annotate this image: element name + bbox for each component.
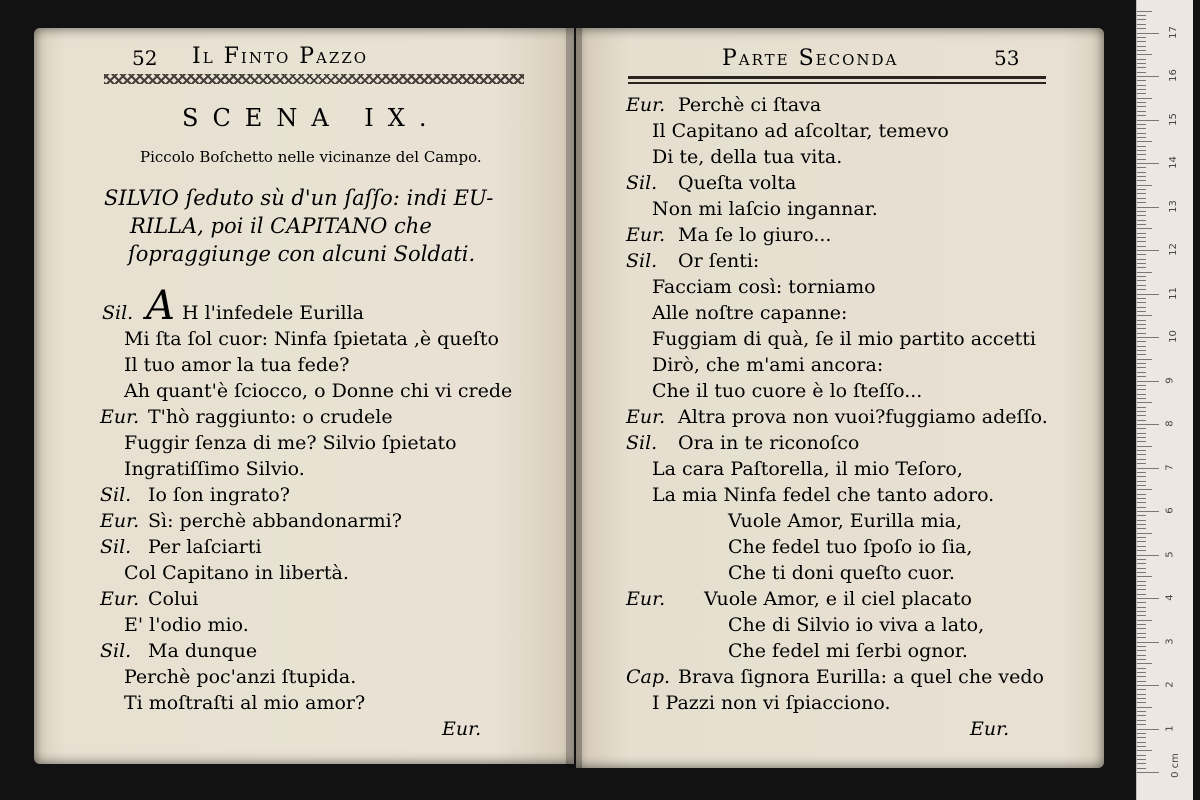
stage-direction-1: SILVIO ſeduto sù d'un ſaſſo: indi EU- — [104, 186, 494, 210]
drop-cap: A — [146, 283, 175, 329]
ruler-tick — [1137, 172, 1146, 173]
ruler-tick — [1137, 228, 1152, 229]
ruler-tick — [1137, 668, 1146, 669]
ruler-tick — [1137, 628, 1146, 629]
dialogue-line: Alle noſtre capanne: — [652, 302, 848, 324]
ruler-tick — [1137, 294, 1159, 295]
ruler-tick — [1137, 468, 1159, 469]
ruler-tick — [1137, 67, 1146, 68]
speaker-label: Sil. — [100, 536, 132, 558]
ruler-tick — [1137, 363, 1146, 364]
ruler-tick — [1137, 354, 1146, 355]
ruler-tick — [1137, 768, 1146, 769]
ruler-tick — [1137, 507, 1146, 508]
ruler-tick — [1137, 237, 1146, 238]
measuring-ruler — [1136, 0, 1193, 800]
ruler-unit-label: 0 cm — [1169, 753, 1181, 778]
left-header-ornament — [104, 74, 524, 84]
ruler-tick — [1137, 389, 1146, 390]
dialogue-line: I Pazzi non vi ſpiacciono. — [652, 692, 891, 714]
ruler-tick — [1137, 555, 1159, 556]
ruler-tick — [1137, 602, 1146, 603]
ruler-tick — [1137, 407, 1146, 408]
ruler-tick — [1137, 324, 1146, 325]
ruler-tick — [1137, 346, 1146, 347]
ruler-tick — [1137, 146, 1146, 147]
dialogue-line: Col Capitano in libertà. — [124, 562, 349, 584]
ruler-number: 16 — [1167, 69, 1179, 82]
ruler-tick — [1137, 646, 1146, 647]
speaker-label: Eur. — [100, 588, 140, 610]
ruler-tick — [1137, 359, 1152, 360]
ruler-tick — [1137, 367, 1146, 368]
dialogue-line: Dirò, che m'ami ancora: — [652, 354, 884, 376]
ruler-tick — [1137, 476, 1146, 477]
dialogue-line: H l'infedele Eurilla — [182, 302, 365, 324]
ruler-tick — [1137, 624, 1146, 625]
ruler-tick — [1137, 659, 1146, 660]
ruler-tick — [1137, 180, 1146, 181]
dialogue-line: Brava ſignora Eurilla: a quel che vedo — [678, 666, 1044, 688]
ruler-number: 8 — [1164, 420, 1176, 427]
ruler-tick — [1137, 533, 1152, 534]
ruler-tick — [1137, 598, 1159, 599]
dialogue-line: Colui — [148, 588, 199, 610]
ruler-tick — [1137, 250, 1159, 251]
ruler-tick — [1137, 376, 1146, 377]
ruler-number: 5 — [1164, 550, 1176, 558]
ruler-tick — [1137, 546, 1146, 547]
ruler-tick — [1137, 163, 1159, 164]
speaker-label: Sil. — [626, 432, 658, 454]
ruler-tick — [1137, 128, 1146, 129]
ruler-tick — [1137, 707, 1152, 708]
ruler-tick — [1137, 19, 1146, 20]
ruler-tick — [1137, 655, 1146, 656]
ruler-tick — [1137, 115, 1146, 116]
dialogue-line: La cara Paſtorella, il mio Teſoro, — [652, 458, 963, 480]
ruler-tick — [1137, 102, 1146, 103]
ruler-tick — [1137, 307, 1146, 308]
ruler-tick — [1137, 93, 1146, 94]
dialogue-line: Che fedel tuo ſpoſo io ſia, — [728, 536, 973, 558]
ruler-number: 3 — [1164, 637, 1176, 645]
speaker-label: Eur. — [626, 224, 666, 246]
ruler-tick — [1137, 689, 1146, 690]
ruler-tick — [1137, 137, 1146, 138]
speaker-label: Sil. — [102, 302, 134, 324]
ruler-tick — [1137, 350, 1146, 351]
ruler-tick — [1137, 341, 1146, 342]
ruler-tick — [1137, 772, 1159, 773]
ruler-tick — [1137, 276, 1146, 277]
ruler-tick — [1137, 198, 1146, 199]
ruler-tick — [1137, 167, 1146, 168]
left-catchword: Eur. — [442, 718, 482, 740]
ruler-number: 2 — [1164, 681, 1176, 688]
dialogue-line: Perchè ci ſtava — [678, 94, 822, 116]
speaker-label: Sil. — [100, 484, 132, 506]
ruler-tick — [1137, 37, 1146, 38]
ruler-tick — [1137, 454, 1146, 455]
dialogue-line: Che fedel mi ſerbi ognor. — [728, 640, 968, 662]
ruler-tick — [1137, 159, 1146, 160]
ruler-tick — [1137, 24, 1146, 25]
ruler-tick — [1137, 437, 1146, 438]
ruler-tick — [1137, 472, 1146, 473]
speaker-label: Eur. — [626, 588, 666, 610]
ruler-tick — [1137, 502, 1146, 503]
dialogue-line: Ora in te riconoſco — [678, 432, 860, 454]
ruler-tick — [1137, 50, 1146, 51]
ruler-tick — [1137, 289, 1146, 290]
ruler-tick — [1137, 420, 1146, 421]
dialogue-line: Mi ſta ſol cuor: Ninfa ſpietata ,è queſto — [124, 328, 499, 350]
ruler-number: 17 — [1167, 25, 1179, 39]
ruler-tick — [1137, 63, 1146, 64]
ruler-tick — [1137, 746, 1146, 747]
stage-direction-3: ſopraggiunge con alcuni Soldati. — [128, 242, 476, 266]
ruler-tick — [1137, 224, 1146, 225]
dialogue-line: Fuggir ſenza di me? Silvio ſpietato — [124, 432, 457, 454]
ruler-number: 6 — [1164, 507, 1176, 514]
ruler-tick — [1137, 98, 1152, 99]
ruler-tick — [1137, 311, 1146, 312]
ruler-tick — [1137, 485, 1146, 486]
ruler-tick — [1137, 120, 1159, 121]
ruler-tick — [1137, 337, 1159, 338]
ruler-tick — [1137, 207, 1159, 208]
ruler-tick — [1137, 433, 1146, 434]
ruler-tick — [1137, 193, 1146, 194]
ruler-tick — [1137, 124, 1146, 125]
ruler-tick — [1137, 202, 1146, 203]
ruler-tick — [1137, 520, 1146, 521]
ruler-tick — [1137, 54, 1152, 55]
ruler-tick — [1137, 589, 1146, 590]
ruler-number: 15 — [1167, 112, 1179, 126]
right-catchword: Eur. — [970, 718, 1010, 740]
ruler-tick — [1137, 528, 1146, 529]
ruler-number: 9 — [1164, 376, 1176, 384]
ruler-tick — [1137, 59, 1146, 60]
dialogue-line: Ti moſtraſti al mio amor? — [124, 692, 366, 714]
dialogue-line: Che di Silvio io viva a lato, — [728, 614, 985, 636]
ruler-tick — [1137, 154, 1146, 155]
dialogue-line: Il Capitano ad aſcoltar, temevo — [652, 120, 949, 142]
ruler-tick — [1137, 720, 1146, 721]
ruler-tick — [1137, 663, 1152, 664]
ruler-tick — [1137, 763, 1146, 764]
ruler-tick — [1137, 215, 1146, 216]
ruler-tick — [1137, 80, 1146, 81]
ruler-tick — [1137, 594, 1146, 595]
ruler-tick — [1137, 428, 1146, 429]
dialogue-line: Che ti doni queſto cuor. — [728, 562, 955, 584]
ruler-tick — [1137, 398, 1146, 399]
dialogue-line: Di te, della tua vita. — [652, 146, 843, 168]
dialogue-line: Fuggiam di quà, ſe il mio partito accetti — [652, 328, 1036, 350]
dialogue-line: Il tuo amor la tua fede? — [124, 354, 350, 376]
ruler-tick — [1137, 715, 1146, 716]
ruler-number: 10 — [1167, 330, 1179, 343]
ruler-tick — [1137, 133, 1146, 134]
ruler-tick — [1137, 315, 1152, 316]
dialogue-line: Vuole Amor, e il ciel placato — [704, 588, 972, 610]
ruler-tick — [1137, 615, 1146, 616]
ruler-tick — [1137, 446, 1152, 447]
dialogue-line: Vuole Amor, Eurilla mia, — [728, 510, 963, 532]
ruler-tick — [1137, 515, 1146, 516]
dialogue-line: Ma dunque — [148, 640, 258, 662]
ruler-tick — [1137, 233, 1146, 234]
ruler-tick — [1137, 607, 1146, 608]
ruler-tick — [1137, 41, 1146, 42]
ruler-tick — [1137, 450, 1146, 451]
dialogue-line: Per laſciarti — [148, 536, 262, 558]
ruler-tick — [1137, 259, 1146, 260]
ruler-tick — [1137, 698, 1146, 699]
right-page-number: 53 — [994, 46, 1020, 70]
speaker-label: Eur. — [626, 94, 666, 116]
ruler-tick — [1137, 111, 1146, 112]
ruler-tick — [1137, 185, 1152, 186]
ruler-tick — [1137, 759, 1146, 760]
dialogue-line: Queſta volta — [678, 172, 797, 194]
ruler-tick — [1137, 141, 1152, 142]
ruler-tick — [1137, 524, 1146, 525]
ruler-tick — [1137, 498, 1146, 499]
ruler-tick — [1137, 611, 1146, 612]
ruler-tick — [1137, 550, 1146, 551]
ruler-tick — [1137, 89, 1146, 90]
dialogue-line: T'hò raggiunto: o crudele — [148, 406, 393, 428]
dialogue-line: Che il tuo cuore è lo ſteſſo... — [652, 380, 923, 402]
ruler-tick — [1137, 585, 1146, 586]
dialogue-line: La mia Ninfa fedel che tanto adoro. — [652, 484, 995, 506]
ruler-tick — [1137, 685, 1159, 686]
ruler-tick — [1137, 681, 1146, 682]
ruler-tick — [1137, 320, 1146, 321]
ruler-tick — [1137, 459, 1146, 460]
ruler-number: 7 — [1164, 463, 1176, 471]
ruler-tick — [1137, 463, 1146, 464]
speaker-label: Eur. — [100, 510, 140, 532]
ruler-tick — [1137, 633, 1146, 634]
ruler-tick — [1137, 737, 1146, 738]
ruler-number: 14 — [1167, 156, 1179, 169]
ruler-tick — [1137, 254, 1146, 255]
left-page-number: 52 — [132, 46, 158, 70]
ruler-tick — [1137, 385, 1146, 386]
ruler-tick — [1137, 724, 1146, 725]
ruler-tick — [1137, 46, 1146, 47]
ruler-tick — [1137, 333, 1146, 334]
ruler-tick — [1137, 441, 1146, 442]
ruler-tick — [1137, 750, 1152, 751]
dialogue-line: Ma ſe lo giuro... — [678, 224, 832, 246]
ruler-tick — [1137, 537, 1146, 538]
ruler-tick — [1137, 241, 1146, 242]
ruler-tick — [1137, 694, 1146, 695]
ruler-tick — [1137, 85, 1146, 86]
ruler-number: 12 — [1167, 243, 1179, 256]
ruler-tick — [1137, 729, 1159, 730]
dialogue-line: Ingratiſſimo Silvio. — [124, 458, 305, 480]
ruler-number: 4 — [1164, 594, 1176, 601]
dialogue-line: Sì: perchè abbandonarmi? — [148, 510, 402, 532]
scene-location: Piccolo Boſchetto nelle vicinanze del Campo. — [140, 148, 482, 166]
speaker-label: Sil. — [626, 172, 658, 194]
ruler-tick — [1137, 381, 1159, 382]
ruler-tick — [1137, 263, 1146, 264]
ruler-tick — [1137, 76, 1159, 77]
dialogue-line: Io ſon ingrato? — [148, 484, 290, 506]
ruler-tick — [1137, 481, 1146, 482]
ruler-tick — [1137, 394, 1146, 395]
speaker-label: Sil. — [626, 250, 658, 272]
ruler-tick — [1137, 33, 1159, 34]
ruler-tick — [1137, 402, 1152, 403]
ruler-tick — [1137, 302, 1146, 303]
ruler-tick — [1137, 280, 1146, 281]
ruler-tick — [1137, 15, 1146, 16]
ruler-tick — [1137, 298, 1146, 299]
dialogue-line: E' l'odio mio. — [124, 614, 249, 636]
ruler-tick — [1137, 672, 1146, 673]
ruler-tick — [1137, 541, 1146, 542]
ruler-tick — [1137, 150, 1146, 151]
ruler-tick — [1137, 563, 1146, 564]
ruler-tick — [1137, 11, 1152, 12]
ruler-tick — [1137, 568, 1146, 569]
ruler-tick — [1137, 489, 1152, 490]
ruler-tick — [1137, 711, 1146, 712]
ruler-tick — [1137, 328, 1146, 329]
ruler-tick — [1137, 494, 1146, 495]
ruler-number: 1 — [1164, 724, 1176, 732]
ruler-tick — [1137, 72, 1146, 73]
ruler-tick — [1137, 424, 1159, 425]
speaker-label: Sil. — [100, 640, 132, 662]
ruler-tick — [1137, 511, 1159, 512]
ruler-tick — [1137, 415, 1146, 416]
ruler-tick — [1137, 176, 1146, 177]
dialogue-line: Perchè poc'anzi ſtupida. — [124, 666, 357, 688]
ruler-tick — [1137, 106, 1146, 107]
ruler-tick — [1137, 285, 1146, 286]
dialogue-line: Altra prova non vuoi?fuggiamo adeſſo. — [678, 406, 1048, 428]
speaker-label: Cap. — [626, 666, 671, 688]
ruler-tick — [1137, 620, 1152, 621]
left-running-title: Il Finto Pazzo — [192, 44, 369, 69]
ruler-tick — [1137, 733, 1146, 734]
ruler-tick — [1137, 189, 1146, 190]
ruler-tick — [1137, 559, 1146, 560]
ruler-tick — [1137, 637, 1146, 638]
ruler-tick — [1137, 267, 1146, 268]
ruler-number: 13 — [1167, 199, 1179, 213]
ruler-tick — [1137, 642, 1159, 643]
ruler-tick — [1137, 650, 1146, 651]
ruler-tick — [1137, 755, 1146, 756]
ruler-tick — [1137, 702, 1146, 703]
speaker-label: Eur. — [100, 406, 140, 428]
stage-direction-2: RILLA, poi il CAPITANO che — [130, 214, 432, 238]
dialogue-line: Or ſenti: — [678, 250, 760, 272]
ruler-tick — [1137, 576, 1152, 577]
ruler-tick — [1137, 581, 1146, 582]
scene-heading: SCENA IX. — [182, 104, 441, 132]
dialogue-line: Facciam così: torniamo — [652, 276, 876, 298]
dialogue-line: Ah quant'è ſciocco, o Donne chi vi crede — [124, 380, 513, 402]
ruler-tick — [1137, 246, 1146, 247]
right-header-rule-bottom — [628, 82, 1046, 84]
ruler-tick — [1137, 411, 1146, 412]
dialogue-line: Non mi laſcio ingannar. — [652, 198, 878, 220]
ruler-tick — [1137, 272, 1152, 273]
ruler-tick — [1137, 742, 1146, 743]
ruler-tick — [1137, 211, 1146, 212]
ruler-tick — [1137, 28, 1146, 29]
speaker-label: Eur. — [626, 406, 666, 428]
ruler-tick — [1137, 372, 1146, 373]
ruler-tick — [1137, 220, 1146, 221]
ruler-number: 11 — [1167, 286, 1179, 300]
book-spine-shadow — [566, 28, 582, 768]
right-running-title: Parte Seconda — [722, 46, 899, 71]
ruler-tick — [1137, 572, 1146, 573]
right-header-rule-top — [628, 76, 1046, 79]
ruler-tick — [1137, 676, 1146, 677]
